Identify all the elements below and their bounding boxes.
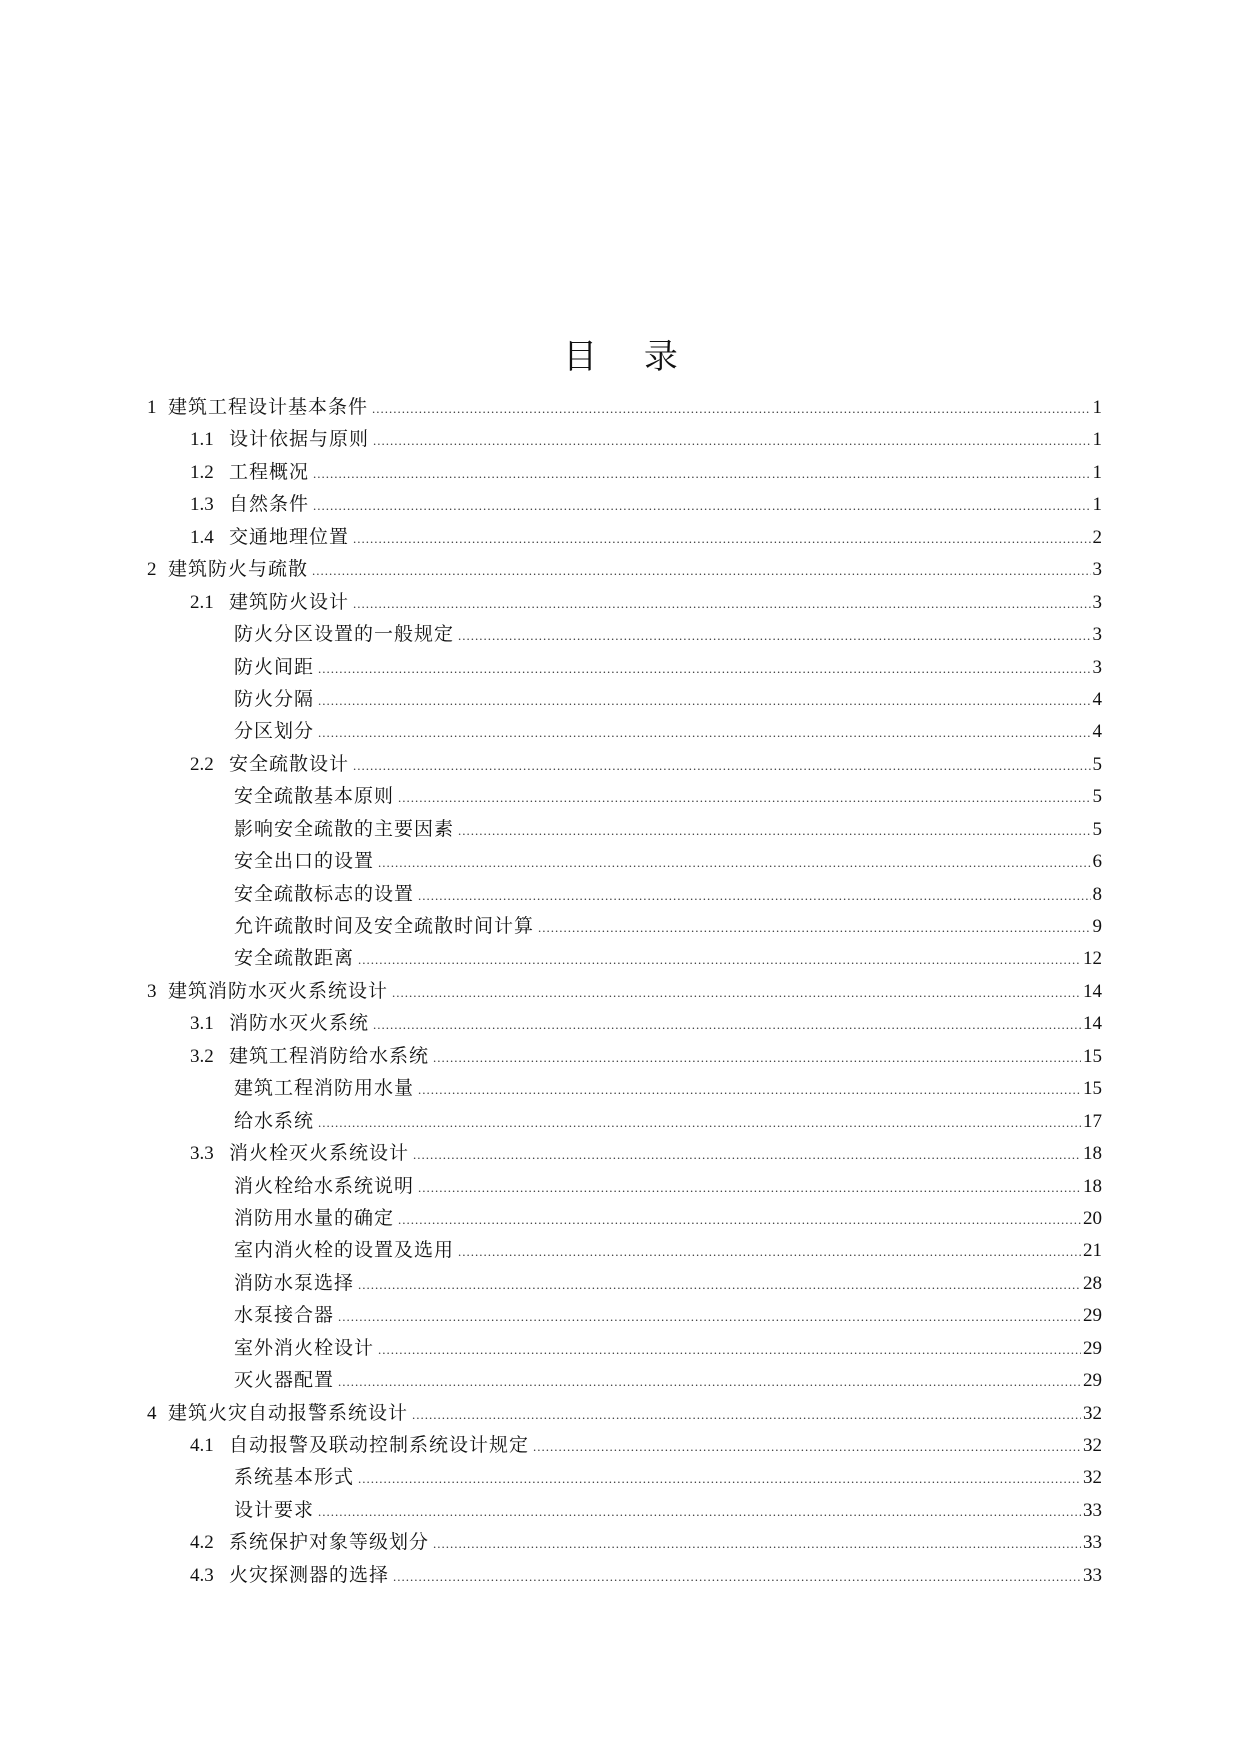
toc-entry-page-number: 33 [1083, 1532, 1102, 1554]
toc-entry-label: 系统保护对象等级划分 [229, 1531, 430, 1554]
toc-dot-leader [398, 1204, 1081, 1236]
toc-entry-label: 安全疏散标志的设置 [234, 882, 415, 905]
toc-entry-page-number: 29 [1083, 1370, 1102, 1392]
toc-entry-page-number: 4 [1092, 721, 1102, 743]
toc-entry[interactable] [147, 1526, 1102, 1558]
toc-dot-leader [358, 944, 1081, 976]
toc-entry-number: 2.1 [190, 591, 214, 613]
toc-entry-label: 室内消火栓的设置及选用 [234, 1239, 455, 1262]
toc-entry[interactable] [147, 1234, 1102, 1266]
toc-dot-leader [353, 588, 1090, 620]
toc-entry-page-number: 28 [1083, 1272, 1102, 1294]
toc-dot-leader [338, 1366, 1081, 1398]
toc-entry-page-number: 12 [1083, 948, 1102, 970]
toc-dot-leader [373, 1009, 1081, 1041]
toc-entry-label: 防火分区设置的一般规定 [234, 623, 455, 646]
toc-entry-label: 消防水灭火系统 [229, 1012, 370, 1035]
toc-entry-label: 建筑防火设计 [229, 590, 350, 613]
toc-entry[interactable] [147, 1202, 1102, 1234]
toc-dot-leader [313, 490, 1090, 522]
toc-entry[interactable] [147, 748, 1102, 780]
toc-entry-number: 3 [147, 980, 157, 1002]
toc-entry-page-number: 17 [1083, 1110, 1102, 1132]
toc-dot-leader [418, 880, 1090, 912]
toc-entry-page-number: 5 [1092, 786, 1102, 808]
toc-entry[interactable] [147, 1267, 1102, 1299]
toc-dot-leader [433, 1042, 1081, 1074]
toc-entry-label: 给水系统 [234, 1109, 315, 1132]
toc-entry-page-number: 29 [1083, 1305, 1102, 1327]
toc-entry[interactable] [147, 975, 1102, 1007]
toc-entry-label: 设计依据与原则 [229, 428, 370, 451]
toc-entry-label: 建筑工程设计基本条件 [168, 396, 369, 418]
toc-entry-label: 火灾探测器的选择 [229, 1563, 390, 1586]
toc-entry-label: 灭火器配置 [234, 1369, 335, 1392]
toc-entry-number: 4.3 [190, 1564, 214, 1586]
toc-entry-page-number: 1 [1092, 461, 1102, 483]
toc-entry[interactable] [147, 391, 1102, 423]
toc-entry-number: 1.4 [190, 526, 214, 548]
toc-entry[interactable] [147, 910, 1102, 942]
toc-dot-leader [372, 393, 1090, 425]
toc-dot-leader [353, 523, 1090, 555]
toc-entry[interactable] [147, 651, 1102, 683]
toc-dot-leader [458, 620, 1090, 652]
table-of-contents [147, 391, 1102, 1591]
toc-entry[interactable] [147, 1559, 1102, 1591]
toc-entry[interactable] [147, 845, 1102, 877]
toc-entry-label: 防火分隔 [234, 687, 315, 710]
toc-dot-leader [318, 1107, 1081, 1139]
toc-entry-number: 4.2 [190, 1532, 214, 1554]
toc-entry-page-number: 5 [1092, 753, 1102, 775]
toc-entry-number: 3.2 [190, 1045, 214, 1067]
toc-entry[interactable] [147, 618, 1102, 650]
toc-entry[interactable] [147, 423, 1102, 455]
toc-dot-leader [338, 1301, 1081, 1333]
toc-entry-label: 消防水泵选择 [234, 1271, 355, 1294]
toc-entry-page-number: 18 [1083, 1143, 1102, 1165]
toc-entry-page-number: 18 [1083, 1175, 1102, 1197]
toc-entry-page-number: 20 [1083, 1207, 1102, 1229]
toc-dot-leader [393, 1561, 1081, 1593]
toc-entry-page-number: 14 [1083, 1013, 1102, 1035]
page-title: 目 录 [563, 337, 696, 377]
toc-entry-label: 建筑工程消防用水量 [234, 1077, 415, 1100]
toc-entry[interactable] [147, 683, 1102, 715]
toc-entry[interactable] [147, 1332, 1102, 1364]
toc-entry-page-number: 29 [1083, 1337, 1102, 1359]
toc-entry-page-number: 1 [1092, 429, 1102, 451]
toc-dot-leader [412, 1399, 1081, 1431]
toc-entry-label: 自然条件 [229, 493, 310, 516]
toc-entry-page-number: 15 [1083, 1045, 1102, 1067]
toc-entry-number: 3.3 [190, 1143, 214, 1165]
toc-entry[interactable] [147, 488, 1102, 520]
toc-entry[interactable] [147, 456, 1102, 488]
toc-entry[interactable] [147, 1170, 1102, 1202]
toc-dot-leader [418, 1172, 1081, 1204]
toc-entry[interactable] [147, 1299, 1102, 1331]
toc-entry[interactable] [147, 813, 1102, 845]
toc-entry-label: 系统基本形式 [234, 1466, 355, 1489]
toc-entry[interactable] [147, 1397, 1102, 1429]
toc-dot-leader [433, 1528, 1081, 1560]
toc-entry-number: 4 [147, 1402, 157, 1424]
toc-entry-label: 安全疏散距离 [234, 947, 355, 970]
toc-dot-leader [413, 1139, 1081, 1171]
toc-entry-number: 1.2 [190, 461, 214, 483]
toc-dot-leader [353, 750, 1090, 782]
toc-entry-page-number: 33 [1083, 1564, 1102, 1586]
toc-entry-page-number: 3 [1092, 624, 1102, 646]
toc-dot-leader [378, 1334, 1081, 1366]
toc-entry[interactable] [147, 586, 1102, 618]
toc-entry[interactable] [147, 1072, 1102, 1104]
toc-entry-label: 消火栓给水系统说明 [234, 1174, 415, 1197]
toc-entry-label: 水泵接合器 [234, 1304, 335, 1327]
toc-entry-label: 建筑工程消防给水系统 [229, 1044, 430, 1067]
toc-entry-label: 建筑防火与疏散 [168, 558, 309, 581]
toc-entry-number: 4.1 [190, 1435, 214, 1456]
toc-entry[interactable] [147, 1105, 1102, 1137]
toc-entry[interactable] [147, 1429, 1102, 1461]
toc-entry-page-number: 14 [1083, 980, 1102, 1002]
toc-entry-number: 1.1 [190, 429, 214, 451]
toc-entry-label: 允许疏散时间及安全疏散时间计算 [234, 915, 535, 937]
toc-entry-label: 建筑消防水灭火系统设计 [168, 979, 389, 1002]
toc-entry[interactable] [147, 942, 1102, 974]
toc-entry-page-number: 8 [1092, 883, 1102, 905]
toc-entry-page-number: 5 [1092, 818, 1102, 840]
toc-dot-leader [312, 555, 1090, 587]
toc-entry-label: 分区划分 [234, 720, 315, 743]
toc-dot-leader [458, 1236, 1081, 1268]
toc-entry-label: 影响安全疏散的主要因素 [234, 817, 455, 840]
toc-entry-page-number: 2 [1092, 526, 1102, 548]
toc-entry-number: 3.1 [190, 1013, 214, 1035]
toc-entry[interactable] [147, 1040, 1102, 1072]
toc-entry-page-number: 4 [1092, 688, 1102, 710]
toc-entry[interactable] [147, 1364, 1102, 1396]
toc-entry[interactable] [147, 1461, 1102, 1493]
toc-entry-number: 1 [147, 397, 157, 418]
toc-entry-label: 消防用水量的确定 [234, 1206, 395, 1229]
toc-entry-page-number: 3 [1092, 656, 1102, 678]
toc-entry-label: 自动报警及联动控制系统设计规定 [229, 1434, 530, 1456]
toc-dot-leader [378, 847, 1090, 879]
toc-entry-page-number: 33 [1083, 1499, 1102, 1521]
toc-dot-leader [373, 425, 1090, 457]
toc-dot-leader [313, 458, 1090, 490]
toc-entry-page-number: 15 [1083, 1078, 1102, 1100]
toc-entry-page-number: 6 [1092, 851, 1102, 873]
toc-entry-page-number: 32 [1083, 1467, 1102, 1489]
toc-entry-label: 工程概况 [229, 460, 310, 483]
toc-entry[interactable] [147, 1007, 1102, 1039]
toc-dot-leader [318, 653, 1090, 685]
toc-entry-page-number: 32 [1083, 1435, 1102, 1456]
toc-entry[interactable] [147, 878, 1102, 910]
toc-entry-label: 建筑火灾自动报警系统设计 [168, 1401, 409, 1424]
toc-entry-page-number: 32 [1083, 1402, 1102, 1424]
toc-dot-leader [533, 1431, 1081, 1463]
toc-entry-label: 安全疏散设计 [229, 752, 350, 775]
toc-entry[interactable] [147, 521, 1102, 553]
toc-entry[interactable] [147, 715, 1102, 747]
toc-entry-label: 交通地理位置 [229, 525, 350, 548]
toc-dot-leader [318, 685, 1090, 717]
toc-entry[interactable] [147, 1137, 1102, 1169]
toc-dot-leader [538, 912, 1090, 944]
toc-entry-label: 安全疏散基本原则 [234, 785, 395, 808]
toc-dot-leader [358, 1269, 1081, 1301]
toc-entry[interactable] [147, 553, 1102, 585]
toc-entry-page-number: 3 [1092, 559, 1102, 581]
toc-entry[interactable] [147, 1494, 1102, 1526]
toc-entry-page-number: 3 [1092, 591, 1102, 613]
toc-entry-page-number: 9 [1092, 916, 1102, 937]
toc-dot-leader [418, 1074, 1081, 1106]
toc-entry-page-number: 1 [1092, 494, 1102, 516]
toc-dot-leader [318, 717, 1090, 749]
toc-entry[interactable] [147, 780, 1102, 812]
toc-entry-label: 防火间距 [234, 655, 315, 678]
toc-entry-page-number: 21 [1083, 1240, 1102, 1262]
toc-dot-leader [398, 782, 1090, 814]
toc-entry-number: 2.2 [190, 753, 214, 775]
toc-dot-leader [318, 1496, 1081, 1528]
toc-entry-page-number: 1 [1092, 397, 1102, 418]
toc-dot-leader [358, 1463, 1081, 1495]
toc-entry-label: 室外消火栓设计 [234, 1336, 375, 1359]
toc-dot-leader [458, 815, 1090, 847]
toc-entry-number: 2 [147, 559, 157, 581]
toc-entry-label: 设计要求 [234, 1498, 315, 1521]
toc-entry-number: 1.3 [190, 494, 214, 516]
toc-entry-label: 消火栓灭火系统设计 [229, 1142, 410, 1165]
toc-entry-label: 安全出口的设置 [234, 850, 375, 873]
toc-dot-leader [392, 977, 1081, 1009]
